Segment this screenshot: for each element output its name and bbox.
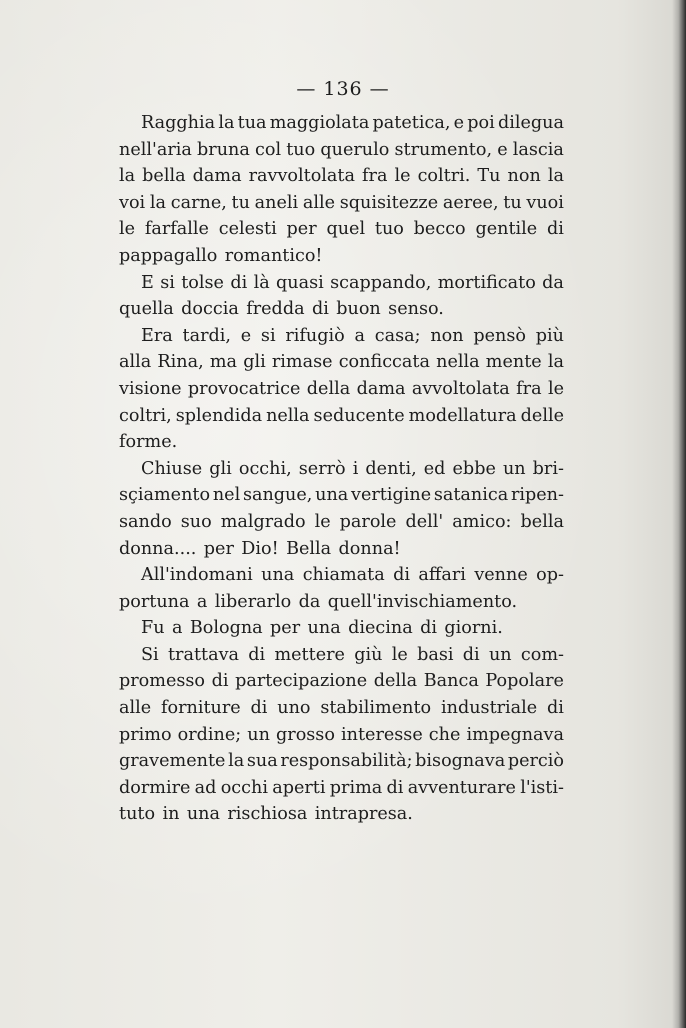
text-line: dormire ad occhi aperti prima di avventurare l'isti- xyxy=(119,777,564,798)
text-line: portuna a liberarlo da quell'invischiamento. xyxy=(119,591,518,612)
text-line: alla Rina, ma gli rimase conficcata nella mente la xyxy=(119,352,564,373)
text-line: forme. xyxy=(119,432,178,453)
text-line: All'indomani una chiamata di affari venne op- xyxy=(141,565,564,586)
page-number: — 136 — xyxy=(296,78,390,100)
body-text xyxy=(119,110,564,828)
text-line: Chiuse gli occhi, serrò i denti, ed ebbe un bri- xyxy=(141,458,564,479)
text-line: sando suo malgrado le parole dell' amico: bella xyxy=(119,511,564,532)
text-line: pappagallo romantico! xyxy=(119,245,323,266)
page-edge-shadow xyxy=(672,0,686,1028)
text-line: voi la carne, tu aneli alle squisitezze aeree, tu vuoi xyxy=(119,192,564,213)
text-line: Era tardi, e si rifugiò a casa; non pensò più xyxy=(141,325,564,346)
text-line: coltri, splendida nella seducente modellatura delle xyxy=(119,405,564,426)
text-line: quella doccia fredda di buon senso. xyxy=(119,299,444,320)
text-line: Ragghia la tua maggiolata patetica, e poi dilegua xyxy=(141,113,564,133)
text-line: la bella dama ravvoltolata fra le coltri. Tu non la xyxy=(119,166,564,187)
text-line: Fu a Bologna per una diecina di giorni. xyxy=(141,618,503,639)
text-line: Si trattava di mettere giù le basi di un com- xyxy=(141,644,564,665)
text-line: le farfalle celesti per quel tuo becco gentile di xyxy=(119,219,564,240)
text-line: donna.... per Dio! Bella donna! xyxy=(119,538,401,559)
text-line: primo ordine; un grosso interesse che impegnava xyxy=(119,724,564,745)
text-line: visione provocatrice della dama avvoltolata fra le xyxy=(119,378,564,399)
text-line: alle forniture di uno stabilimento industriale di xyxy=(119,698,564,719)
text-line: promesso di partecipazione della Banca Popolare xyxy=(119,671,564,692)
text-line: sçiamento nel sangue, una vertigine satanica ripen- xyxy=(119,485,564,506)
text-line: gravemente la sua responsabilità; bisognava perciò xyxy=(119,751,564,772)
text-line: E si tolse di là quasi scappando, mortificato da xyxy=(141,272,564,293)
text-line: tuto in una rischiosa intrapresa. xyxy=(119,804,413,825)
text-line: nell'aria bruna col tuo querulo strumento, e lascia xyxy=(119,139,564,160)
